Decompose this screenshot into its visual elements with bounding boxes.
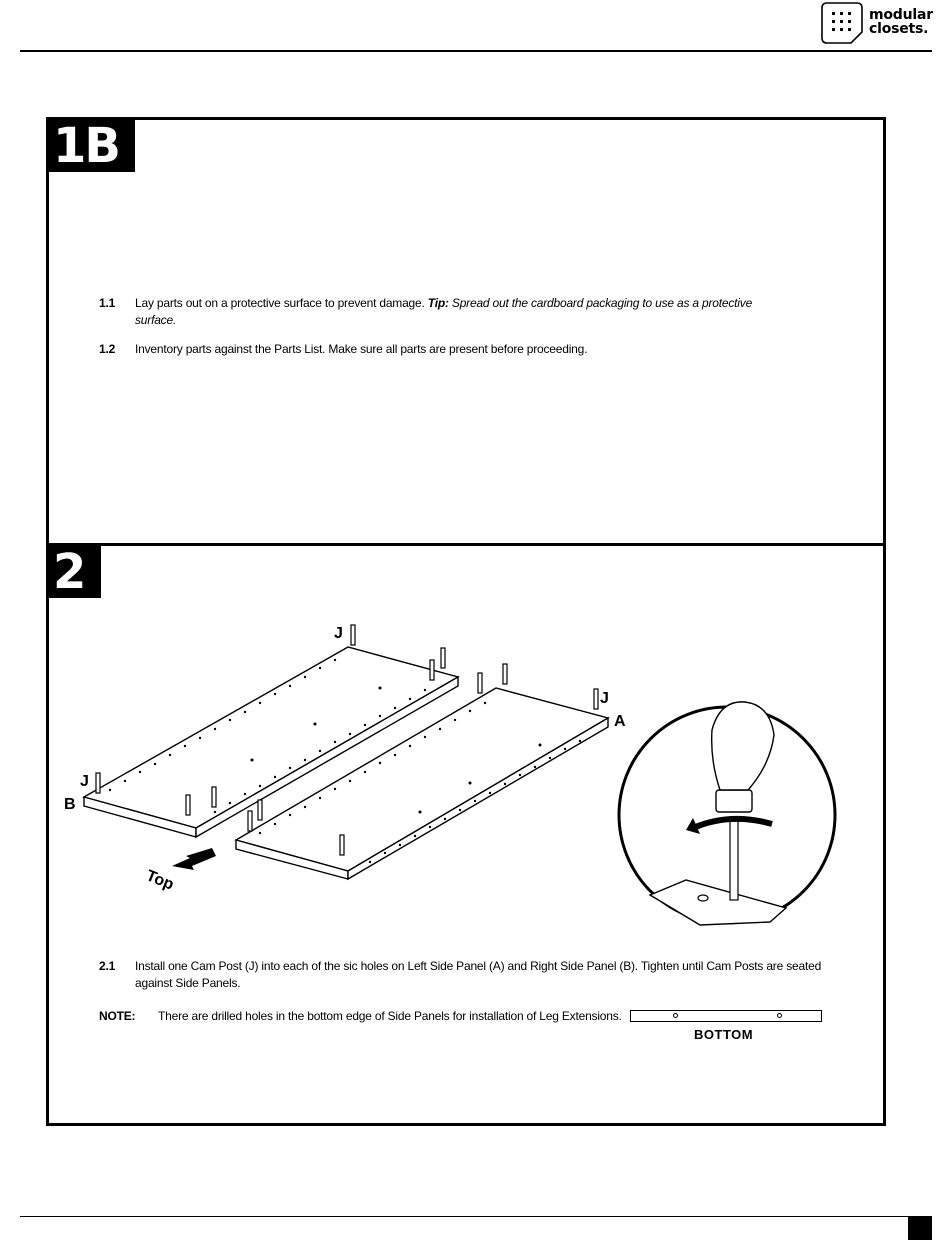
bottom-edge-diagram	[630, 1010, 822, 1022]
step-text: Inventory parts against the Parts List. Make sure all parts are present before proceeding.	[135, 342, 588, 356]
drilled-hole-icon	[777, 1013, 782, 1018]
step-text: Install one Cam Post (J) into each of the sic holes on Left Side Panel (A) and Right Side Panel (B). Tighten until Cam Posts are seated against Side Panels.	[135, 959, 822, 990]
page-tab-marker	[908, 1216, 932, 1240]
brand-logo-icon	[821, 2, 863, 44]
label-j-2: J	[600, 690, 609, 707]
brand-name-line1: modular	[869, 7, 933, 23]
tip-label: Tip:	[427, 296, 449, 310]
cam-post-installation-diagram	[60, 615, 860, 945]
label-b: B	[64, 796, 76, 813]
top-direction-arrow	[144, 848, 216, 894]
bottom-label: BOTTOM	[694, 1027, 754, 1042]
drilled-hole-icon	[673, 1013, 678, 1018]
label-a: A	[614, 713, 626, 730]
step-text-main: Lay parts out on a protective surface to prevent damage.	[135, 296, 428, 310]
step-text	[135, 295, 795, 329]
detail-callout	[619, 702, 835, 925]
top-label: Top	[143, 867, 177, 894]
header-rule	[20, 50, 932, 52]
step-number: 1.2	[99, 342, 116, 356]
brand-logo	[821, 2, 931, 44]
step-number: 1.1	[99, 296, 116, 310]
label-j-1: J	[334, 625, 343, 642]
brand-name	[869, 8, 933, 36]
tip-text: Spread out the cardboard packaging to use as a protective surface.	[135, 296, 753, 327]
step-number: 2.1	[99, 959, 116, 973]
section-2-badge: 2	[49, 546, 101, 598]
section-1b-badge: 1B	[49, 120, 135, 172]
brand-name-line2: closets.	[869, 21, 929, 37]
label-j-3: J	[80, 773, 89, 790]
section-1b	[46, 117, 886, 547]
note-text: There are drilled holes in the bottom edge of Side Panels for installation of Leg Extensions.	[158, 1009, 622, 1023]
note-label: NOTE:	[99, 1009, 136, 1023]
footer-rule	[20, 1216, 932, 1217]
